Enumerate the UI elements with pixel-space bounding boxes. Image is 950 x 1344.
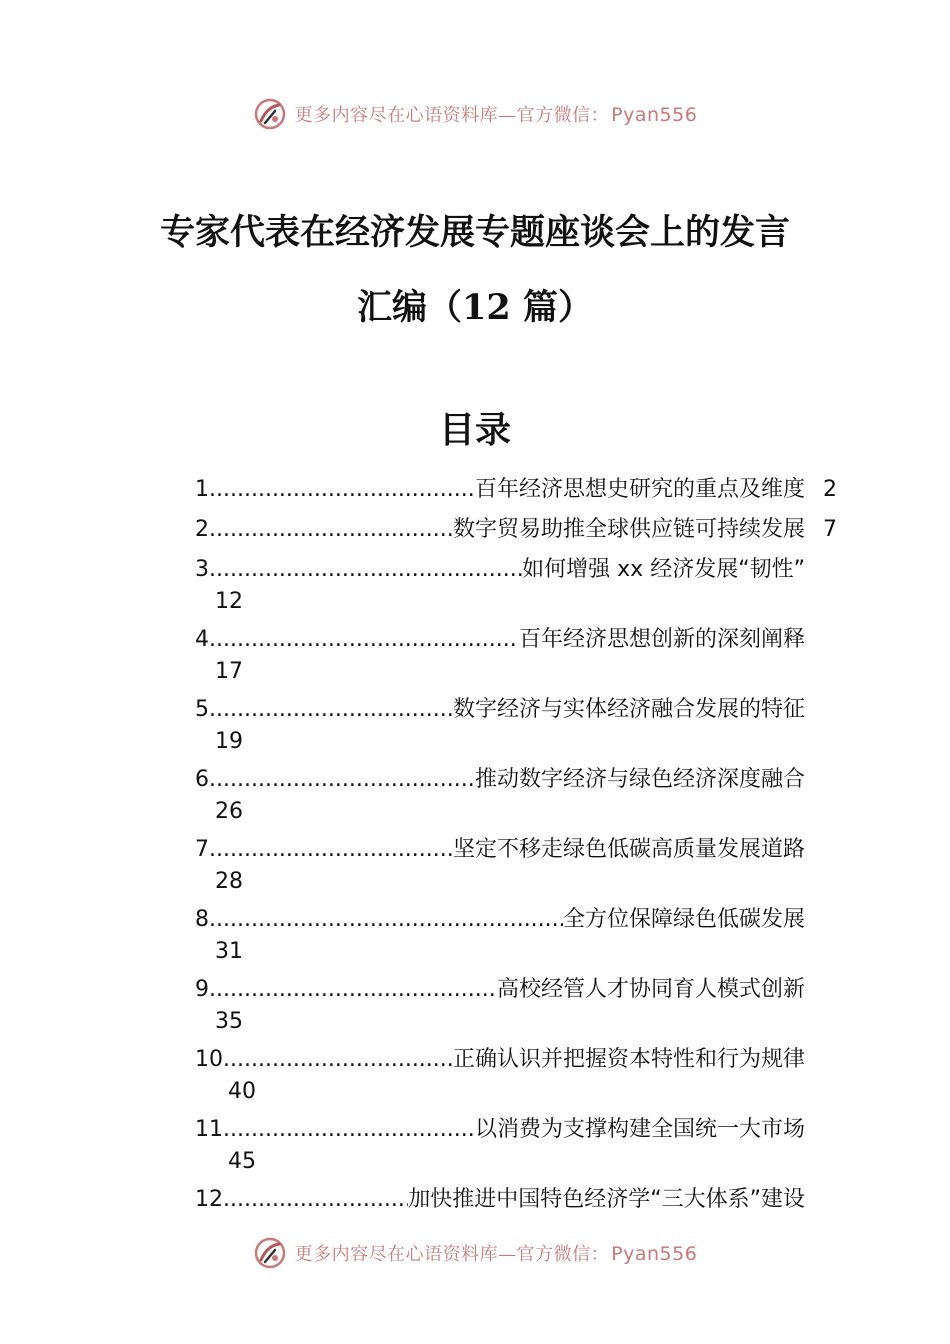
toc-leader-dots <box>209 552 522 588</box>
watermark-footer <box>0 1233 950 1273</box>
toc-leader-dots <box>209 902 563 938</box>
toc-entry-title: 正确认识并把握资本特性和行为规律 <box>452 1047 805 1072</box>
toc-entry-page: 40 <box>228 1079 256 1104</box>
toc-entry-title: 数字贸易助推全球供应链可持续发展 <box>452 517 805 542</box>
toc-entry-title: 如何增强 xx 经济发展“韧性” <box>522 557 805 582</box>
toc-leader-dots <box>223 1112 475 1148</box>
document-title-line2: 汇编（12 篇） <box>357 287 593 328</box>
toc-entry-title: 以消费为支撑构建全国统一大市场 <box>474 1117 805 1142</box>
toc-entry-page: 2 <box>823 477 837 502</box>
toc-leader-dots <box>209 512 453 548</box>
toc-entry-title: 坚定不移走绿色低碳高质量发展道路 <box>452 837 805 862</box>
toc-entry-number: 3 <box>195 557 209 582</box>
seal-logo-icon <box>253 1236 287 1270</box>
toc-entry-page: 45 <box>228 1149 256 1174</box>
toc-line <box>195 472 805 508</box>
toc-heading: 目录 <box>438 409 511 451</box>
toc-entry-page: 28 <box>215 869 243 894</box>
toc-line <box>195 552 805 588</box>
toc-entry-number: 7 <box>195 837 209 862</box>
toc-entry[interactable] <box>195 1042 845 1110</box>
toc-entry-page: 26 <box>215 799 243 824</box>
toc-leader-dots <box>209 692 453 728</box>
toc-line <box>195 762 805 798</box>
toc-entry-page: 17 <box>215 659 243 684</box>
toc-entry-number: 8 <box>195 907 209 932</box>
toc-entry[interactable] <box>195 552 845 620</box>
toc-leader-dots <box>209 972 497 1008</box>
toc-entry-number: 6 <box>195 767 209 792</box>
toc-entry-number: 9 <box>195 977 209 1002</box>
toc-entry[interactable] <box>195 972 845 1040</box>
toc-line <box>195 832 805 868</box>
toc-leader-dots <box>209 832 453 868</box>
toc-line <box>195 902 805 938</box>
watermark-id: Pyan556 <box>611 1243 698 1265</box>
toc-line <box>195 1112 805 1148</box>
toc-leader-dots <box>209 472 475 508</box>
toc-leader-dots <box>209 762 475 798</box>
toc-entry-title: 加快推进中国特色经济学“三大体系”建设 <box>408 1187 805 1212</box>
toc-entry[interactable] <box>195 512 845 548</box>
toc-entry[interactable] <box>195 692 845 760</box>
toc-entry-title: 全方位保障绿色低碳发展 <box>562 907 805 932</box>
toc-entry-title: 数字经济与实体经济融合发展的特征 <box>452 697 805 722</box>
toc-entry-number: 2 <box>195 517 209 542</box>
toc-leader-dots <box>223 1182 408 1218</box>
toc-entry-title: 百年经济思想史研究的重点及维度 <box>474 477 805 502</box>
watermark-text: 更多内容尽在心语资料库—官方微信： Pyan556 <box>294 1243 698 1265</box>
toc-entry-page: 31 <box>215 939 243 964</box>
toc-entry-page: 19 <box>215 729 243 754</box>
toc-entry-title: 百年经济思想创新的深刻阐释 <box>518 627 805 652</box>
watermark-text: 更多内容尽在心语资料库—官方微信： Pyan556 <box>294 104 698 126</box>
toc-entry-title: 推动数字经济与绿色经济深度融合 <box>474 767 805 792</box>
toc-entry-number: 10 <box>195 1047 223 1072</box>
toc-entry[interactable] <box>195 1182 845 1218</box>
toc-entry-number: 12 <box>195 1187 223 1212</box>
toc-leader-dots <box>209 622 519 658</box>
toc-entry-number: 4 <box>195 627 209 652</box>
document-title-line1: 专家代表在经济发展专题座谈会上的发言 <box>159 212 790 253</box>
toc-leader-dots <box>223 1042 453 1078</box>
toc-entry-page: 35 <box>215 1009 243 1034</box>
toc-entry-number: 5 <box>195 697 209 722</box>
table-of-contents <box>195 472 845 1220</box>
toc-entry[interactable] <box>195 1112 845 1180</box>
toc-line <box>195 622 805 658</box>
toc-line <box>195 972 805 1008</box>
toc-line <box>195 692 805 728</box>
toc-entry-page: 12 <box>215 589 243 614</box>
toc-entry[interactable] <box>195 832 845 900</box>
toc-entry[interactable] <box>195 472 845 508</box>
toc-entry[interactable] <box>195 762 845 830</box>
toc-entry[interactable] <box>195 622 845 690</box>
seal-logo-icon <box>253 97 287 131</box>
toc-entry-page: 7 <box>823 517 837 542</box>
watermark-header <box>0 94 950 134</box>
toc-entry-title: 高校经管人才协同育人模式创新 <box>496 977 805 1002</box>
watermark-id: Pyan556 <box>611 104 698 126</box>
toc-entry-number: 11 <box>195 1117 223 1142</box>
toc-line <box>195 1042 805 1078</box>
toc-line <box>195 512 805 548</box>
toc-entry[interactable] <box>195 902 845 970</box>
toc-entry-number: 1 <box>195 477 209 502</box>
toc-line <box>195 1182 805 1218</box>
